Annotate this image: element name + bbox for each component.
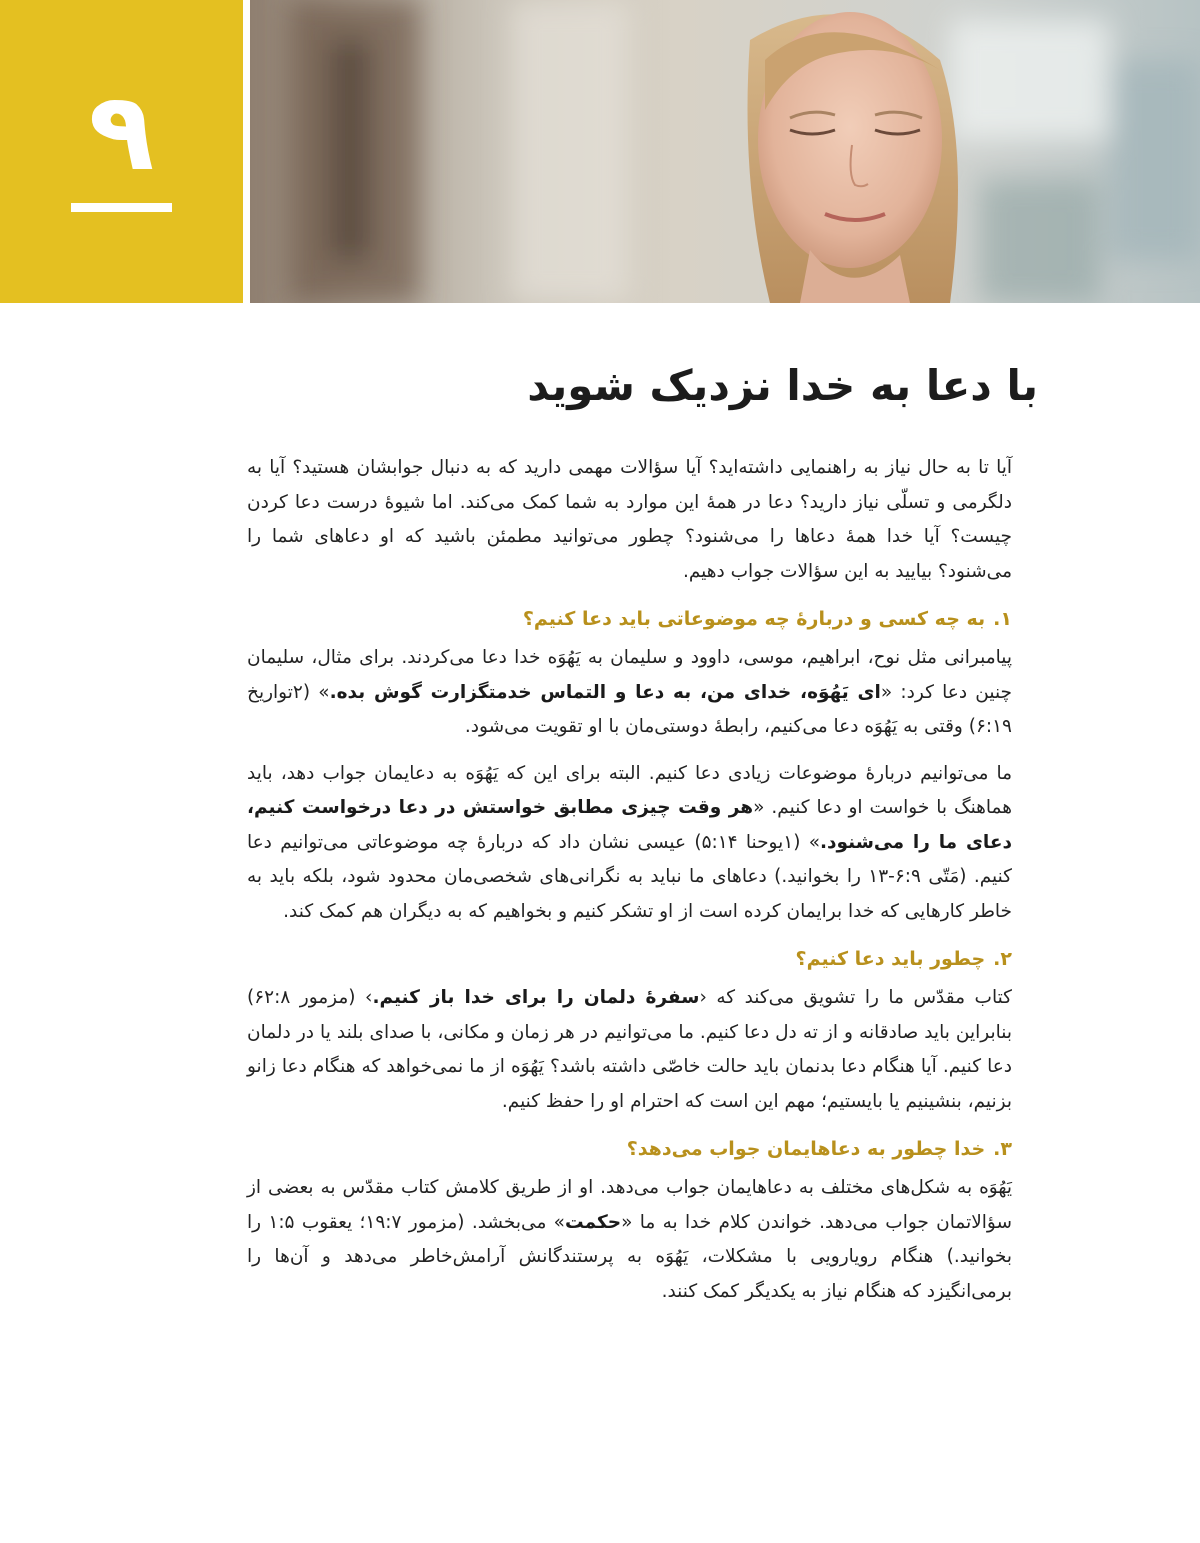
header-banner [0,0,1200,303]
bold-quote: ای یَهُوَه، خدای من، به دعا و التماس خدمتگزارت گوش بده. [329,681,881,703]
intro-paragraph: آیا تا به حال نیاز به راهنمایی داشته‌اید؟ آیا سؤالات مهمی دارید که به دنبال جوابشان هستید؟ آیا به دلگرمی و تسلّی نیاز دارید؟ دعا در همهٔ این موارد به شما کمک می‌کند. اما شیوهٔ درست دعا کردن چیست؟ آیا خدا همهٔ دعاها را می‌شنود؟ چطور می‌توانید مطمئن باشید که او دعاهای شما را می‌شنود؟ بیایید به این سؤالات جواب دهیم. [247,457,1012,582]
woman-praying-photo [250,0,1200,303]
question-text: خدا چطور به دعاهایمان جواب می‌دهد؟ [626,1138,986,1160]
section-1-paragraph-2: ما می‌توانیم دربارهٔ موضوعات زیادی دعا کنیم. البته برای این که یَهُوَه به دعایمان جواب دهد، باید هماهنگ با خواست او دعا کنیم. «هر وقت چیزی مطابق خواستش در دعا درخواست کنیم، دعای ما را می‌شنود.» (۱یوحنا ۵:۱۴) عیسی نشان داد که دربارهٔ چه موضوعاتی می‌توانیم دعا کنیم. (مَتّی ۶:۹-۱۳ را بخوانید.) دعاهای ما نباید به نگرانی‌های شخصی‌مان محدود شود، بلکه باید به خاطر کارهایی که خدا برایمان کرده است از او تشکر کنیم و بخواهیم که به دیگران هم کمک کند. [247,762,1013,922]
lesson-content [247,451,1012,1321]
question-heading-2 [247,943,1012,975]
lesson-underline [71,203,172,212]
bold-quote: هر وقت چیزی مطابق خواستش در دعا درخواست کنیم، دعای ما را می‌شنود. [247,797,1013,853]
question-number: ۲. [993,948,1012,970]
section-2-paragraph-1: کتاب مقدّس ما را تشویق می‌کند که ‹سفرهٔ دلمان را برای خدا باز کنیم.› (مزمور ۶۲:۸) بنابراین باید صادقانه و از ته دل دعا کنیم. ما می‌توانیم در هر زمان و مکانی، با صدای بلند یا در دلمان دعا کنیم. آیا هنگام دعا بدنمان باید حالت خاصّی داشته باشد؟ یَهُوَه از ما نمی‌خواهد که هنگام دعا زانو بزنیم، بنشینیم یا بایستیم؛ مهم این است که احترام او را حفظ کنیم. [247,987,1012,1112]
question-number: ۱. [993,608,1012,630]
question-number: ۳. [993,1138,1012,1160]
section-3-paragraph-1: یَهُوَه به شکل‌های مختلف به دعاهایمان جواب می‌دهد. او از طریق کلامش کتاب مقدّس به بعضی از سؤالاتمان جواب می‌دهد. خواندن کلام خدا به ما «حکمت» می‌بخشد. (مزمور ۱۹:۷؛ یعقوب ۱:۵ را بخوانید.) هنگام رویارویی با مشکلات، یَهُوَه به پرستندگانش آرامش‌خاطر می‌دهد و آن‌ها را برمی‌انگیزد که هنگام نیاز به یکدیگر کمک کنند. [247,1177,1012,1302]
page-title: با دعا به خدا نزدیک شوید [527,361,1038,410]
question-text: چطور باید دعا کنیم؟ [795,948,986,970]
bold-quote: سفرهٔ دلمان را برای خدا باز کنیم. [372,987,700,1008]
question-heading-3 [247,1133,1012,1165]
section-1-paragraph-1: پیامبرانی مثل نوح، ابراهیم، موسی، داوود و سلیمان به یَهُوَه خدا دعا می‌کردند. برای مثال، سلیمان چنین دعا کرد: «ای یَهُوَه، خدای من، به دعا و التماس خدمتگزارت گوش بده.» (۲تواریخ ۶:۱۹) وقتی به یَهُوَه دعا می‌کنیم، رابطهٔ دوستی‌مان با او تقویت می‌شود. [247,647,1012,737]
question-text: به چه کسی و دربارهٔ چه موضوعاتی باید دعا کنیم؟ [522,608,986,630]
bold-word: حکمت [565,1211,622,1233]
question-heading-1 [247,603,1012,635]
lesson-number-box [0,0,243,303]
lesson-number: ۹ [88,70,155,195]
